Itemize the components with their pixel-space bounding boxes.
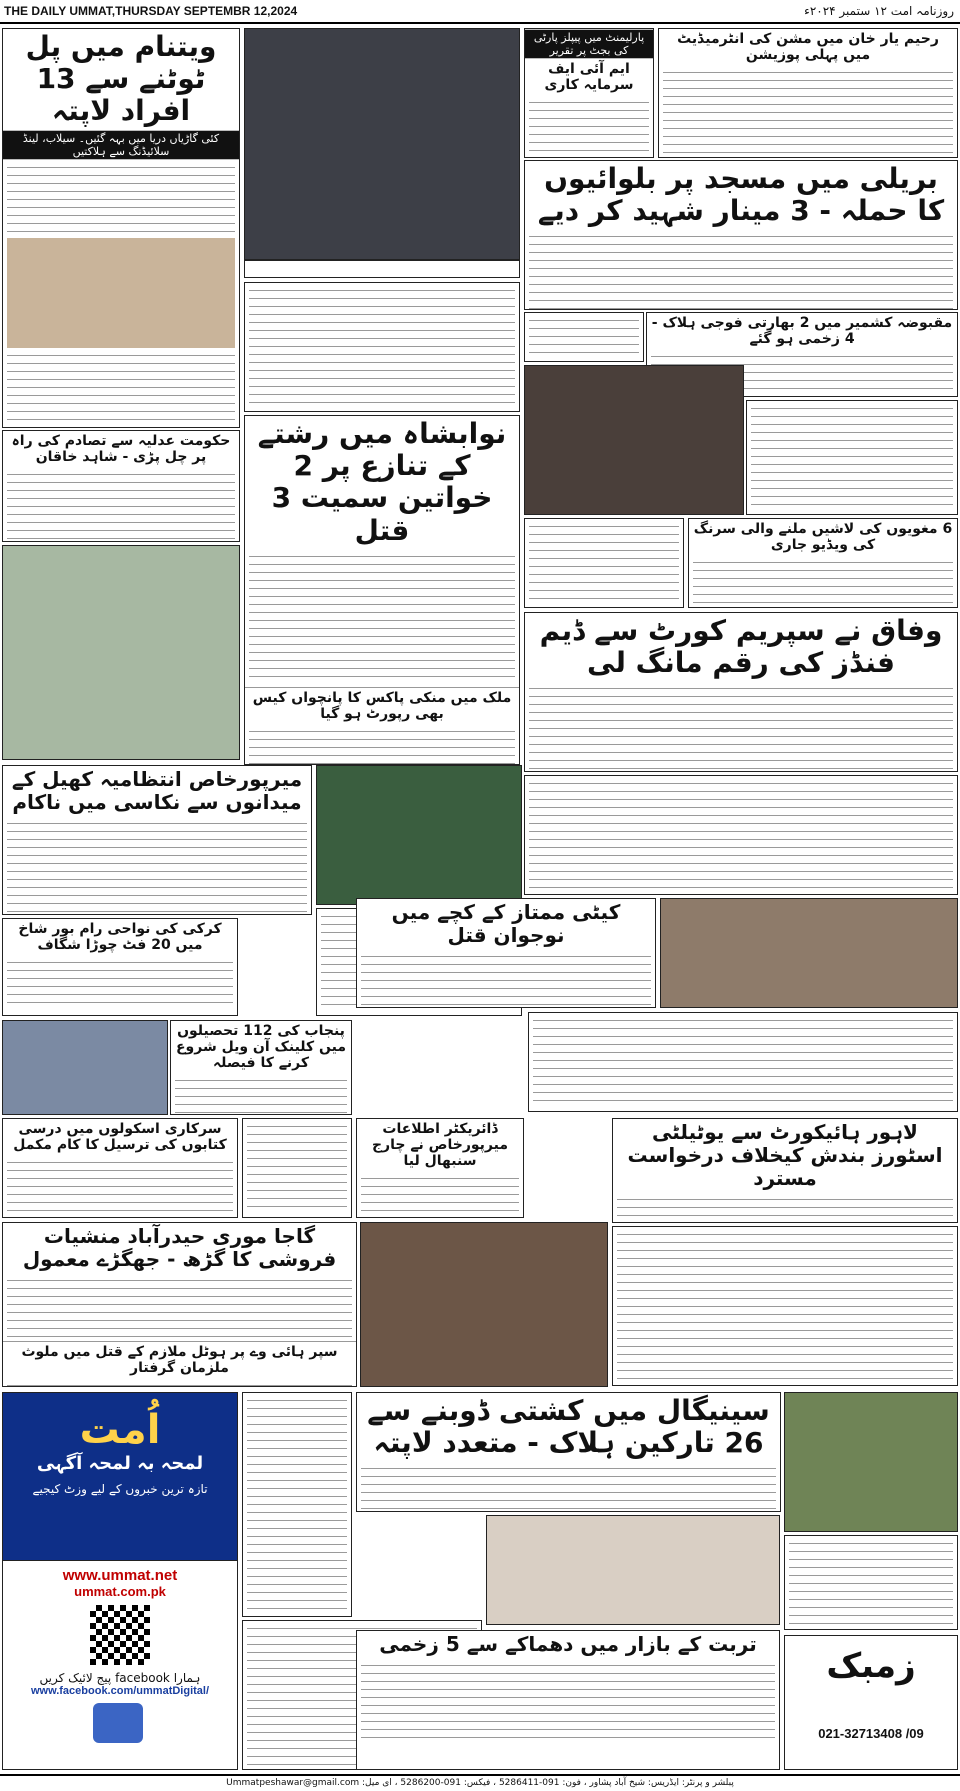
story-text bbox=[529, 233, 953, 310]
story-text bbox=[361, 953, 651, 1008]
story-text bbox=[617, 1231, 953, 1381]
story-mirpurkhas-grounds bbox=[2, 765, 312, 915]
headline-monkeypox: ملک میں منکی پاکس کا پانچواں کیس بھی رپورٹ ہو گیا bbox=[245, 687, 519, 724]
thumbs-up-icon bbox=[93, 1703, 143, 1743]
story-text bbox=[7, 1382, 352, 1387]
headline: 6 مغویوں کی لاشیں ملنے والی سرنگ کی ویڈیو جاری bbox=[693, 521, 953, 554]
story-text bbox=[361, 1465, 776, 1512]
story-utility-stores bbox=[612, 1118, 958, 1223]
story-rahim-yar-khan bbox=[658, 28, 958, 158]
award-photo bbox=[660, 898, 958, 1008]
story-text bbox=[249, 553, 515, 683]
story-text bbox=[529, 317, 639, 357]
story-punjab-clinics bbox=[170, 1020, 352, 1115]
story-turbat bbox=[356, 1630, 780, 1770]
caption-text bbox=[245, 261, 519, 263]
ummat-ad bbox=[2, 1392, 238, 1562]
story-hostages bbox=[688, 518, 958, 608]
story-text bbox=[175, 1077, 347, 1115]
story-punjab-box bbox=[524, 312, 644, 362]
masthead-english: THE DAILY UMMAT,THURSDAY SEPTEMBR 12,2024 bbox=[4, 4, 298, 18]
story-director-info bbox=[356, 1118, 524, 1218]
headline: ایم آئی ایف سرمایہ کاری bbox=[544, 61, 634, 94]
story-text bbox=[247, 1397, 347, 1612]
headline-hotel: سپر ہائی وے پر ہوٹل ملازم کے قتل میں ملوث ملزمان گرفتار bbox=[3, 1341, 356, 1378]
facebook-like-line: ہمارا facebook پیج لائیک کریں bbox=[39, 1671, 201, 1685]
story-text bbox=[7, 1277, 352, 1337]
story-small-right bbox=[784, 1535, 958, 1630]
headline: تربت کے بازار میں دھماکے سے 5 زخمی bbox=[379, 1632, 757, 1656]
story-text bbox=[789, 1540, 953, 1625]
story-text bbox=[617, 1196, 953, 1223]
story-text bbox=[751, 405, 953, 510]
ummat-tagline: لمحہ بہ لمحہ آگہی bbox=[36, 1453, 204, 1474]
story-kirki-breach bbox=[2, 918, 238, 1016]
story-text bbox=[529, 99, 649, 158]
masthead-urdu: روزنامہ امت ۱۲ ستمبر ۲۰۲۴ء bbox=[804, 4, 954, 18]
zambak-ad bbox=[784, 1635, 958, 1770]
story-textbooks bbox=[2, 1118, 238, 1218]
ummat-visit: تازہ ترین خبروں کے لیے وزٹ کیجیے bbox=[32, 1482, 208, 1496]
fire-debris-photo bbox=[360, 1222, 608, 1387]
story-lahore-right bbox=[612, 1226, 958, 1386]
story-nawab-gurbat bbox=[242, 1118, 352, 1218]
zambak-logo: زمبک bbox=[826, 1646, 916, 1686]
headline: ڈائریکٹر اطلاعات میرپورخاص نے چارج سنبھال لیا bbox=[371, 1121, 509, 1170]
press-conference-photo bbox=[2, 1020, 168, 1115]
headline: لاہور ہائیکورٹ سے یوٹیلٹی اسٹورز بندش کیخلاف درخواست مسترد bbox=[627, 1120, 943, 1190]
story-text bbox=[361, 1175, 519, 1218]
story-india-right bbox=[746, 400, 958, 515]
facebook-url[interactable]: www.facebook.com/ummatDigital/ bbox=[30, 1685, 210, 1697]
ummat-web-ad bbox=[2, 1560, 238, 1770]
story-text bbox=[361, 1662, 775, 1742]
story-text bbox=[7, 820, 307, 915]
story-katy-mumtaz bbox=[356, 898, 656, 1008]
story-left-mid bbox=[244, 282, 520, 412]
story-ahle-sunnat bbox=[528, 1012, 958, 1112]
story-text bbox=[663, 69, 953, 158]
headline: نوابشاہ میں رشتے کے تنازع پر 2 خواتین سمیت 3 قتل bbox=[257, 417, 507, 547]
ummat-logo: اُمت bbox=[79, 1407, 161, 1453]
headline: حکومت عدلیہ سے تصادم کی راہ پر چل پڑی - شاہد خاقان bbox=[11, 433, 231, 466]
story-text bbox=[7, 352, 235, 428]
zambak-phone[interactable]: 021-32713408 /09 bbox=[818, 1726, 924, 1741]
headline: وفاق نے سپریم کورٹ سے ڈیم فنڈز کی رقم مانگ لی bbox=[539, 614, 943, 680]
story-mif-investment bbox=[524, 28, 654, 158]
story-text bbox=[7, 471, 235, 542]
story-vietnam bbox=[2, 28, 240, 428]
headline: مقبوضہ کشمیر میں 2 بھارتی فوجی ہلاک - 4 زخمی ہو گئے bbox=[651, 315, 953, 348]
conference-photo bbox=[316, 765, 522, 905]
post-programme-photo bbox=[486, 1515, 780, 1625]
story-text bbox=[249, 287, 515, 407]
headline: کیٹی ممتاز کے کچے میں نوجوان قتل bbox=[391, 900, 621, 947]
story-dam-funds bbox=[524, 612, 958, 772]
story-text bbox=[7, 164, 235, 234]
news-photo bbox=[7, 238, 235, 348]
subheadline: پارلیمنٹ میں پیپلز پارٹی کی بجٹ پر تقریر bbox=[525, 29, 653, 59]
headline: سرکاری اسکولوں میں درسی کتابوں کی ترسیل کا کام مکمل bbox=[13, 1121, 227, 1154]
story-text bbox=[247, 1123, 347, 1213]
press-conference-photo-2 bbox=[524, 365, 744, 515]
story-small-left bbox=[242, 1392, 352, 1617]
footer-imprint: پبلشر و پرنٹر: ایڈریس: شیخ آباد پشاور ، فون: 091-5286411 ، فیکس: 091-5286200 ، ای میل: Ummatpeshawar@gmail.com bbox=[0, 1774, 960, 1791]
story-text bbox=[7, 959, 233, 1009]
protest-photo bbox=[2, 545, 240, 760]
headline: سینیگال میں کشتی ڈوبنے سے 26 تارکین ہلاک - متعدد لاپتہ bbox=[367, 1394, 770, 1460]
headline: کرکی کی نواحی رام بور شاخ میں 20 فٹ چوڑا شگاف bbox=[18, 921, 222, 954]
story-nawabshah bbox=[244, 415, 520, 765]
hospital-photo bbox=[784, 1392, 958, 1532]
headline: رحیم یار خان میں مشن کی انٹرمیڈیٹ میں پہلی پوزیشن bbox=[677, 31, 939, 64]
ummat-url1[interactable]: www.ummat.net bbox=[62, 1567, 178, 1584]
headline: بریلی میں مسجد پر بلوائیوں کا حملہ - 3 مینار شہید کر دیے bbox=[537, 162, 945, 228]
story-senegal bbox=[356, 1392, 781, 1512]
story-text bbox=[529, 685, 953, 772]
story-gold-price bbox=[524, 518, 684, 608]
story-text bbox=[529, 780, 953, 890]
headline: گاجا موری حیدرآباد منشیات فروشی کا گڑھ - جھگڑے معمول bbox=[22, 1224, 337, 1271]
story-text bbox=[529, 523, 679, 603]
headline: ویتنام میں پل ٹوٹنے سے 13 افراد لاپتہ bbox=[25, 30, 217, 128]
story-bareilly bbox=[524, 160, 958, 310]
story-shahid-khaqan bbox=[2, 430, 240, 542]
bareilly-mosque-photo bbox=[244, 28, 520, 260]
masthead bbox=[0, 0, 960, 24]
story-text bbox=[7, 1159, 233, 1213]
headline: میرپورخاص انتظامیہ کھیل کے میدانوں سے نکاسی میں ناکام bbox=[11, 767, 303, 814]
story-text bbox=[533, 1017, 953, 1107]
photo-caption bbox=[244, 260, 520, 278]
story-text bbox=[693, 559, 953, 608]
subheadline: کئی گاڑیاں دریا میں بہہ گئیں۔ سیلاب، لینڈ سلائیڈنگ سے ہلاکتیں bbox=[3, 130, 239, 160]
story-text bbox=[249, 728, 515, 765]
story-gaja-mori bbox=[2, 1222, 357, 1387]
ummat-url2[interactable]: ummat.com.pk bbox=[74, 1584, 166, 1599]
qr-code-icon bbox=[90, 1605, 150, 1665]
story-lahore-bodies bbox=[524, 775, 958, 895]
headline: پنجاب کی 112 تحصیلوں میں کلینک آن ویل شروع کرنے کا فیصلہ bbox=[175, 1023, 347, 1072]
